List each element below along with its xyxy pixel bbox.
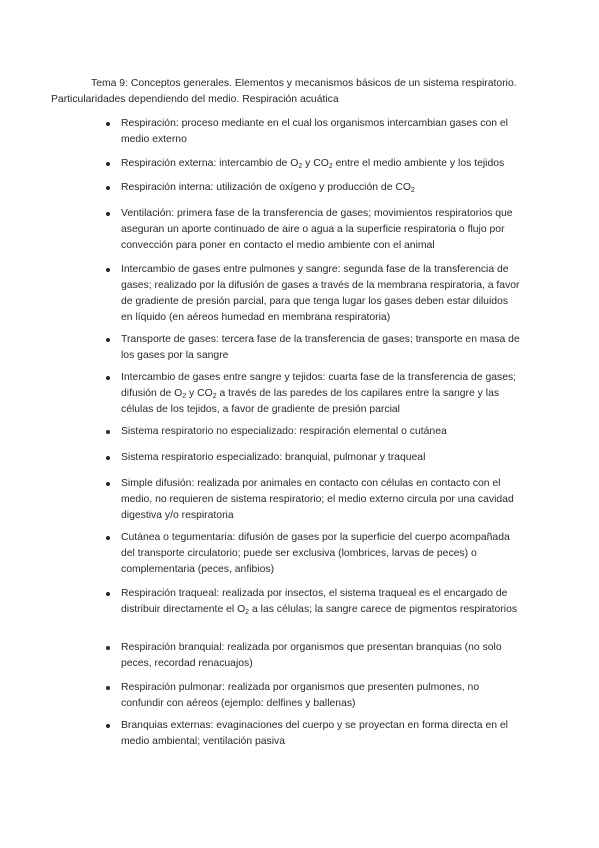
bullet-dot-icon <box>106 456 110 460</box>
bullet-item <box>121 586 521 618</box>
bullet-dot-icon <box>106 186 110 190</box>
bullet-dot-icon <box>106 268 110 272</box>
subscript: 2 <box>245 609 250 616</box>
bullet-text: Respiración traqueal: realizada por insectos, el sistema traqueal es el encargado de distribuir directamente el O <box>121 588 508 615</box>
bullet-item <box>121 450 521 466</box>
bullet-text: Simple difusión: realizada por animales en contacto con células en contacto con el medio, no requieren de sistema respiratorio; el medio externo circula por una cavidad digestiva y/o respiratoria <box>121 478 514 521</box>
bullet-text: a través de las paredes de los capilares entre la sangre y las células de los tejidos, a favor de gradiente de presión parcial <box>121 388 500 415</box>
bullet-item <box>121 332 521 364</box>
bullet-item <box>121 530 521 578</box>
bullet-dot-icon <box>106 338 110 342</box>
bullet-text: Respiración: proceso mediante en el cual los organismos intercambian gases con el medio externo <box>121 118 508 145</box>
document-title: Tema 9: Conceptos generales. Elementos y mecanismos básicos de un sistema respiratorio. Particularidades dependiendo del medio. Respiración acuática <box>51 78 517 105</box>
bullet-dot-icon <box>106 162 110 166</box>
bullet-item <box>121 718 521 750</box>
bullet-dot-icon <box>106 536 110 540</box>
bullet-text: Cutánea o tegumentaria: difusión de gases por la superficie del cuerpo acompañada del transporte circulatorio; puede ser exclusiva (lombrices, larvas de peces) o complementaria (peces, anfibios) <box>121 532 510 575</box>
bullet-text: Sistema respiratorio no especializado: respiración elemental o cutánea <box>121 426 447 437</box>
bullet-text: y CO <box>302 158 329 169</box>
subscript: 2 <box>298 163 303 170</box>
bullet-dot-icon <box>106 376 110 380</box>
bullet-item <box>121 370 521 418</box>
bullet-text: a las células; la sangre carece de pigmentos respiratorios <box>249 604 518 615</box>
bullet-dot-icon <box>106 592 110 596</box>
subscript: 2 <box>212 393 217 400</box>
bullet-text: Intercambio de gases entre pulmones y sangre: segunda fase de la transferencia de gases; realizado por la difusión de gases a través de la membrana respiratoria, a favor de gradiente de presión parcial, para que tenga lugar los gases deben estar diluidos en líquido (en aéreos humedad en membrana respiratoria) <box>121 264 520 323</box>
bullet-item <box>121 180 521 196</box>
bullet-item <box>121 262 521 326</box>
bullet-dot-icon <box>106 686 110 690</box>
bullet-item <box>121 206 521 254</box>
bullet-text: Intercambio de gases entre sangre y tejidos: cuarta fase de la transferencia de gases; difusión de O <box>121 372 517 399</box>
bullet-text: Respiración externa: intercambio de O <box>121 158 299 169</box>
bullet-dot-icon <box>106 724 110 728</box>
bullet-text: Sistema respiratorio especializado: branquial, pulmonar y traqueal <box>121 452 426 463</box>
bullet-text: Respiración pulmonar: realizada por organismos que presenten pulmones, no confundir con aéreos (ejemplo: delfines y ballenas) <box>121 682 480 709</box>
subscript: 2 <box>328 163 333 170</box>
bullet-text: Branquias externas: evaginaciones del cuerpo y se proyectan en forma directa en el medio ambiental; ventilación pasiva <box>121 720 508 747</box>
bullet-dot-icon <box>106 482 110 486</box>
subscript: 2 <box>410 187 415 194</box>
bullet-dot-icon <box>106 646 110 650</box>
bullet-item <box>121 680 521 712</box>
bullet-text: Transporte de gases: tercera fase de la transferencia de gases; transporte en masa de los gases por la sangre <box>121 334 520 361</box>
bullet-text: Respiración branquial: realizada por organismos que presentan branquias (no solo peces, recordad renacuajos) <box>121 642 502 669</box>
bullet-dot-icon <box>106 122 110 126</box>
subscript: 2 <box>182 393 187 400</box>
bullet-item <box>121 640 521 672</box>
bullet-item <box>121 476 521 524</box>
bullet-dot-icon <box>106 430 110 434</box>
bullet-item <box>121 156 521 172</box>
bullet-item <box>121 424 521 440</box>
bullet-dot-icon <box>106 212 110 216</box>
bullet-text: Ventilación: primera fase de la transferencia de gases; movimientos respiratorios que aseguran un aporte continuado de aire o agua a la superficie respiratoria o flujo por convección para poner en contacto el medio ambiente con el animal <box>121 208 513 251</box>
bullet-text: Respiración interna: utilización de oxígeno y producción de CO <box>121 182 411 193</box>
bullet-text: y CO <box>186 388 213 399</box>
bullet-text: entre el medio ambiente y los tejidos <box>332 158 505 169</box>
bullet-item <box>121 116 521 148</box>
